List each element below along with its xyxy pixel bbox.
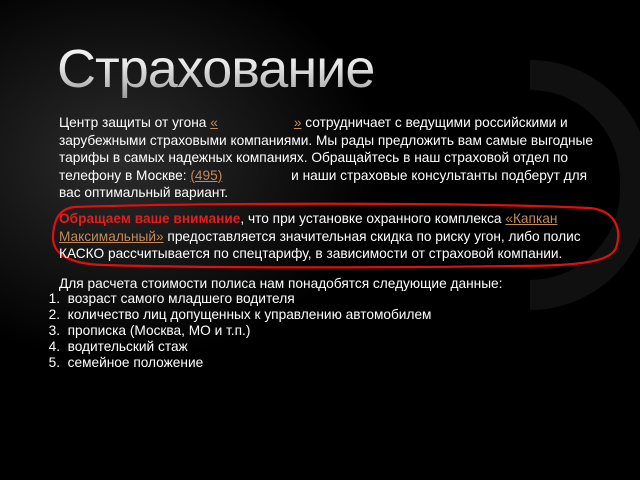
intro-text-middle: сотрудничает с ведущими российскими и зарубежными страховыми компаниями. Мы рады предложить вам самые выгодные тарифы в самых надежных компаниях. Обращайтесь в наш страховой отдел по телефону в Москве:	[59, 115, 593, 183]
list-item-number: 4.	[48, 339, 60, 354]
notice-text-end: предоставляется значительная скидка по риску угон, либо полис КАСКО рассчитывается по спецтарифу, в зависимости от страховой компании.	[59, 228, 581, 261]
notice-paragraph	[59, 210, 609, 263]
list-item	[22, 307, 431, 323]
product-link[interactable]: «Капкан Максимальный»	[59, 211, 558, 244]
intro-paragraph	[59, 114, 599, 202]
list-item	[22, 355, 431, 371]
list-item	[22, 291, 431, 307]
intro-text-end: и наши страховые консультанты подберут для вас оптимальный вариант.	[59, 167, 588, 200]
list-item-text: возраст самого младшего водителя	[67, 291, 295, 306]
page-title: Страхование	[57, 34, 374, 104]
list-item-text: прописка (Москва, МО и т.п.)	[67, 323, 251, 338]
list-item-number: 1.	[48, 291, 60, 306]
list-item	[22, 339, 431, 355]
notice-text-start: , что при установке охранного комплекса	[240, 211, 506, 226]
requirements-intro: Для расчета стоимости полиса нам понадобятся следующие данные:	[59, 276, 503, 291]
list-item-text: водительский стаж	[67, 339, 188, 354]
list-item-text: семейное положение	[67, 355, 204, 370]
phone-link[interactable]: (495)	[190, 167, 223, 183]
company-link-close-quote: »	[293, 115, 302, 130]
list-item-text: количество лиц допущенных к управлению автомобилем	[67, 307, 432, 322]
notice-highlight: Обращаем ваше внимание	[59, 211, 241, 226]
company-link-open-quote: «	[210, 115, 218, 130]
requirements-list	[22, 291, 431, 371]
intro-text-start: Центр защиты от угона	[59, 115, 211, 130]
list-item-number: 3.	[48, 323, 60, 338]
list-item-number: 5.	[48, 355, 60, 370]
list-item	[22, 323, 431, 339]
notice-box	[44, 202, 624, 270]
list-item-number: 2.	[48, 307, 60, 322]
company-link[interactable]	[210, 115, 301, 130]
